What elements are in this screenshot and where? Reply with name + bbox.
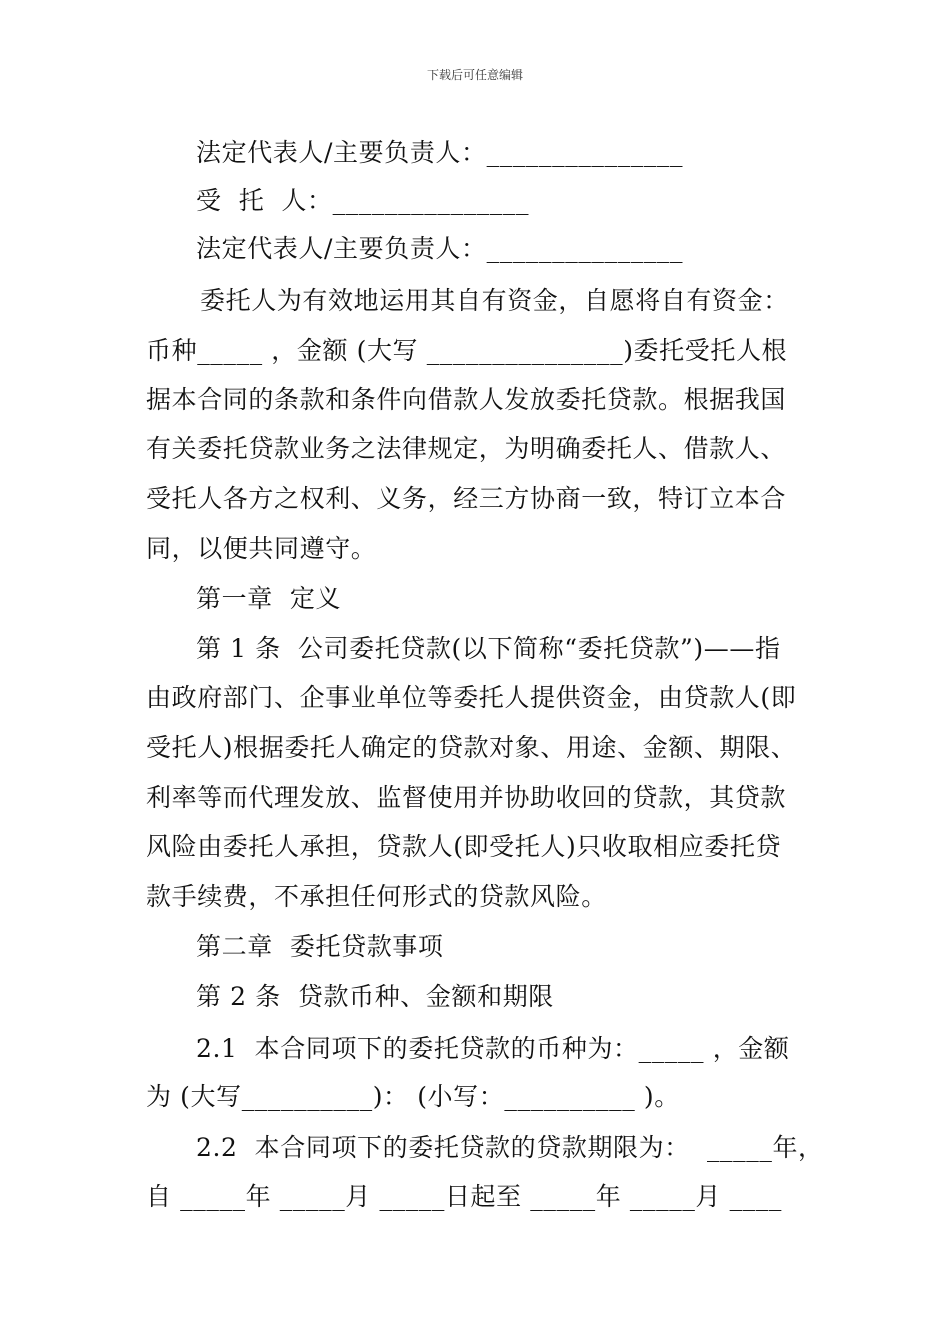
intro-paragraph-line: 委托人为有效地运用其自有资金，自愿将自有资金： <box>200 286 789 315</box>
legal-rep-line-1: 法定代表人/主要负责人：_______________ <box>196 138 684 167</box>
intro-paragraph-line: 受托人各方之权利、义务，经三方协商一致，特订立本合 <box>146 484 787 513</box>
clause-2-2-line: 自 _____年 _____月 _____日起至 _____年 _____月 ____ <box>146 1182 782 1211</box>
trustee-line: 受 托 人：_______________ <box>196 186 530 215</box>
legal-rep-line-2: 法定代表人/主要负责人：_______________ <box>196 234 684 263</box>
clause-2-1-line: 2.1 本合同项下的委托贷款的币种为：_____ ，金额 <box>196 1034 790 1063</box>
article-1-line: 第 1 条 公司委托贷款(以下简称“委托贷款”)——指 <box>196 634 781 663</box>
clause-2-2-line: 2.2 本合同项下的委托贷款的贷款期限为： _____年， <box>196 1133 824 1162</box>
article-1-line: 由政府部门、企事业单位等委托人提供资金，由贷款人(即 <box>146 683 797 712</box>
intro-paragraph-line: 据本合同的条款和条件向借款人发放委托贷款。根据我国 <box>146 385 787 414</box>
intro-paragraph-line: 同，以便共同遵守。 <box>146 534 377 563</box>
article-1-line: 款手续费，不承担任何形式的贷款风险。 <box>146 882 607 911</box>
page-header-note: 下载后可任意编辑 <box>426 68 523 82</box>
article-1-line: 利率等而代理发放、监督使用并协助收回的贷款，其贷款 <box>146 783 787 812</box>
chapter-1-heading: 第一章 定义 <box>196 584 342 613</box>
article-2-heading: 第 2 条 贷款币种、金额和期限 <box>196 982 554 1011</box>
chapter-2-heading: 第二章 委托贷款事项 <box>196 932 444 961</box>
article-1-line: 风险由委托人承担，贷款人(即受托人)只收取相应委托贷 <box>146 832 782 861</box>
intro-paragraph-line: 有关委托贷款业务之法律规定，为明确委托人、借款人、 <box>146 434 787 463</box>
clause-2-1-line: 为 (大写__________)： (小写：__________ )。 <box>146 1082 680 1111</box>
article-1-line: 受托人)根据委托人确定的贷款对象、用途、金额、期限、 <box>146 733 797 762</box>
intro-paragraph-line: 币种_____ ，金额 (大写 _______________)委托受托人根 <box>146 336 788 365</box>
